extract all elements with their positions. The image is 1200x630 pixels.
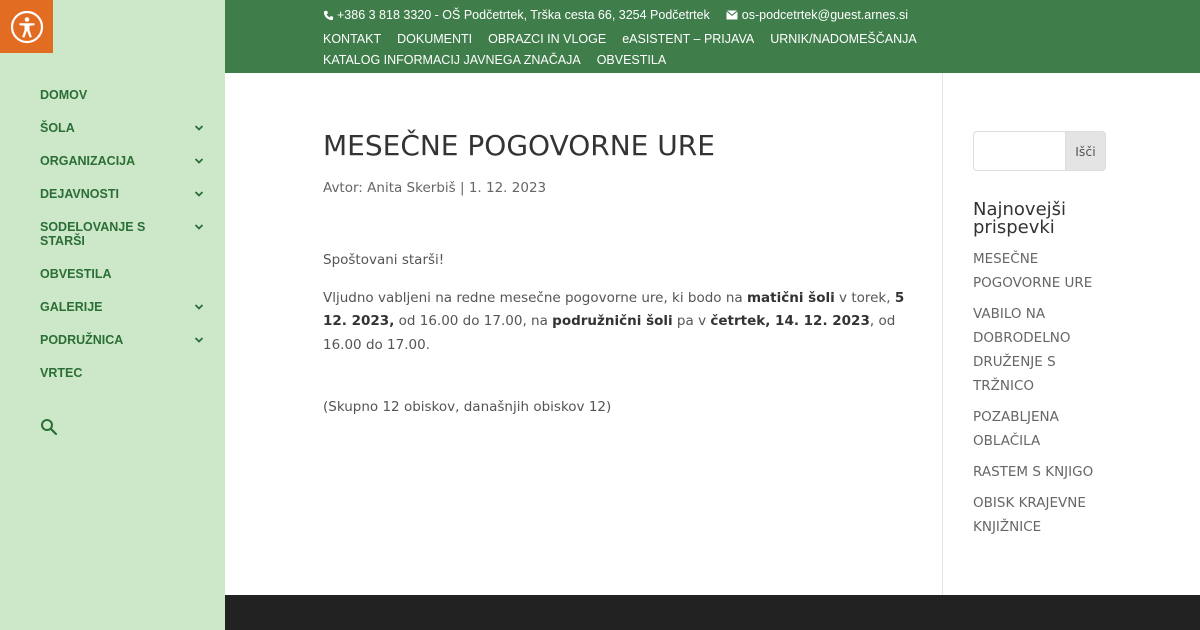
topnav-easistent-prijava[interactable]: eASISTENT – PRIJAVA — [622, 32, 755, 46]
chevron-down-icon[interactable] — [193, 221, 205, 233]
sidebar-item-obvestila[interactable] — [40, 267, 210, 281]
body-text: v torek, — [834, 289, 895, 306]
phone-icon — [323, 10, 334, 21]
sidebar-item-label: GALERIJE — [40, 300, 103, 314]
sidebar-item-label: DEJAVNOSTI — [40, 187, 119, 201]
body-bold: četrtek, 14. 12. 2023 — [710, 313, 870, 329]
body-paragraph — [323, 287, 908, 358]
recent-post-link[interactable]: OBISK KRAJEVNE KNJIŽNICE — [973, 495, 1086, 535]
body-text: Vljudno vabljeni na redne mesečne pogovorne ure, ki bodo na — [323, 289, 747, 306]
topnav-katalog-informacij[interactable]: KATALOG INFORMACIJ JAVNEGA ZNAČAJA — [323, 53, 581, 67]
sidebar-item-label: SODELOVANJE S STARŠI — [40, 220, 146, 248]
visit-counter: (Skupno 12 obiskov, današnjih obiskov 12) — [323, 399, 612, 415]
sidebar-item-sodelovanje[interactable] — [40, 220, 210, 248]
author-link[interactable]: Anita Skerbiš — [367, 180, 456, 196]
sidebar-item-label: ORGANIZACIJA — [40, 154, 136, 168]
sidebar-item-label: DOMOV — [40, 88, 88, 102]
recent-post-link[interactable]: VABILO NA DOBRODELNO DRUŽENJE S TRŽNICO — [973, 306, 1071, 394]
post-meta — [323, 180, 908, 196]
sidebar-item-dejavnosti[interactable] — [40, 187, 210, 201]
footer — [225, 595, 1200, 630]
sidebar-item-label: VRTEC — [40, 366, 83, 380]
greeting-text: Spoštovani starši! — [323, 252, 445, 268]
body-bold: 5 12. 2023, — [323, 289, 905, 329]
accessibility-button[interactable] — [0, 0, 53, 53]
recent-posts-list — [973, 247, 1108, 539]
body-bold: podružnični šoli — [552, 313, 673, 329]
search-button[interactable]: Išči — [1065, 131, 1106, 171]
sidebar-item-podruznica[interactable] — [40, 333, 210, 347]
body-bold: matični šoli — [746, 289, 835, 306]
chevron-down-icon[interactable] — [193, 334, 205, 346]
topnav-dokumenti[interactable]: DOKUMENTI — [397, 32, 473, 46]
sidebar-item-domov[interactable] — [40, 88, 210, 102]
recent-post-link[interactable]: RASTEM S KNJIGO — [973, 464, 1094, 480]
topnav-urnik-nadomescanja[interactable]: URNIK/NADOMEŠČANJA — [770, 32, 917, 46]
chevron-down-icon[interactable] — [193, 122, 205, 134]
email-link[interactable]: os-podcetrtek@guest.arnes.si — [741, 8, 909, 22]
left-sidebar — [0, 0, 225, 630]
sidebar-nav — [40, 88, 210, 399]
sidebar-item-galerije[interactable] — [40, 300, 210, 314]
top-header-bar — [225, 0, 1200, 73]
body-text: od 16.00 do 17.00, na — [394, 313, 553, 329]
phone-address-text: +386 3 818 3320 - OŠ Podčetrtek, Trška cesta 66, 3254 Podčetrtek — [337, 8, 710, 22]
sidebar-item-sola[interactable] — [40, 121, 210, 135]
sidebar-item-label: ŠOLA — [40, 121, 75, 135]
topnav-obvestila[interactable]: OBVESTILA — [596, 53, 667, 67]
content-divider — [942, 73, 943, 595]
recent-post-link[interactable]: MESEČNE POGOVORNE URE — [973, 251, 1093, 291]
sidebar-item-vrtec[interactable] — [40, 366, 210, 380]
page-title: MESEČNE POGOVORNE URE — [323, 129, 715, 162]
search-icon[interactable] — [40, 418, 58, 436]
contact-line — [323, 8, 908, 22]
recent-posts-title: Najnovejši prispevki — [973, 199, 1067, 238]
body-text: pa v — [672, 313, 711, 329]
search-widget — [973, 131, 1106, 171]
body-text: , od 16.00 do 17.00. — [323, 313, 896, 353]
accessibility-icon — [10, 10, 44, 44]
envelope-icon — [726, 10, 738, 20]
chevron-down-icon[interactable] — [193, 155, 205, 167]
topnav-kontakt[interactable]: KONTAKT — [323, 32, 382, 46]
chevron-down-icon[interactable] — [193, 188, 205, 200]
right-sidebar — [973, 131, 1108, 546]
sidebar-item-label: OBVESTILA — [40, 267, 112, 281]
meta-prefix: Avtor: — [323, 180, 363, 196]
top-nav — [323, 29, 943, 71]
chevron-down-icon[interactable] — [193, 301, 205, 313]
sidebar-item-label: PODRUŽNICA — [40, 333, 124, 347]
topnav-obrazci-in-vloge[interactable]: OBRAZCI IN VLOGE — [488, 32, 607, 46]
search-input[interactable] — [973, 131, 1065, 171]
meta-separator: | — [459, 180, 465, 196]
recent-post-link[interactable]: POZABLJENA OBLAČILA — [973, 409, 1059, 449]
post-date: 1. 12. 2023 — [468, 180, 547, 196]
post-content — [323, 126, 908, 434]
sidebar-item-organizacija[interactable] — [40, 154, 210, 168]
